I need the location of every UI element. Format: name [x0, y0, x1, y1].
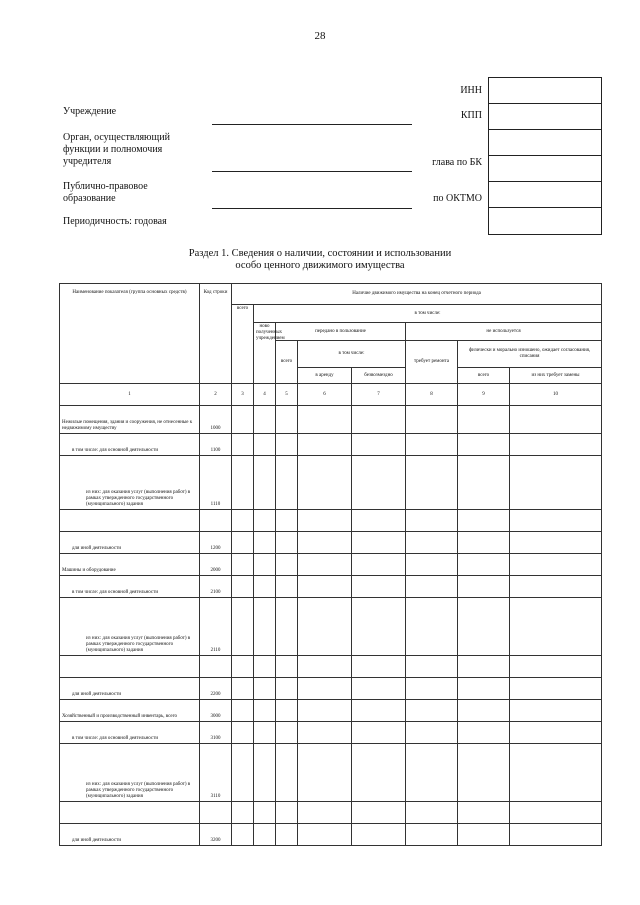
value-cell[interactable] — [232, 700, 254, 722]
value-cell[interactable] — [232, 678, 254, 700]
section-title-line-2: особо ценного движимого имущества — [235, 260, 405, 271]
value-cell[interactable] — [232, 456, 254, 510]
table-row — [60, 802, 602, 824]
table-row — [60, 722, 602, 744]
value-cell[interactable] — [406, 678, 458, 700]
value-cell[interactable] — [276, 434, 298, 456]
value-cell[interactable] — [458, 744, 510, 802]
value-cell[interactable] — [276, 678, 298, 700]
header-incl: в том числе: — [254, 305, 602, 323]
value-cell[interactable] — [406, 598, 458, 656]
organ-label-2: функции и полномочия — [63, 144, 163, 155]
value-cell[interactable] — [298, 554, 352, 576]
table-row — [60, 532, 602, 554]
inn-label: ИНН — [460, 85, 482, 96]
table-row — [60, 656, 602, 678]
row-label: для иной деятельности — [60, 532, 200, 554]
row-code: 2100 — [200, 576, 232, 598]
value-cell[interactable] — [458, 824, 510, 846]
value-cell[interactable] — [510, 456, 602, 510]
value-cell[interactable] — [254, 802, 276, 824]
empty-box — [489, 182, 601, 208]
value-cell[interactable] — [232, 656, 254, 678]
assets-table — [59, 283, 602, 846]
row-code: 3000 — [200, 700, 232, 722]
row-label: Машины и оборудование — [60, 554, 200, 576]
table-row — [60, 554, 602, 576]
value-cell[interactable] — [352, 576, 406, 598]
value-cell[interactable] — [406, 722, 458, 744]
value-cell[interactable] — [276, 802, 298, 824]
value-cell[interactable] — [276, 456, 298, 510]
col-number: 10 — [510, 384, 602, 406]
value-cell[interactable] — [510, 744, 602, 802]
value-cell[interactable] — [458, 598, 510, 656]
row-code: 1110 — [200, 456, 232, 510]
value-cell[interactable] — [232, 406, 254, 434]
value-cell[interactable] — [352, 456, 406, 510]
header-repair: требует ремонта — [406, 341, 458, 384]
table-row — [60, 576, 602, 598]
row-label: Хозяйственный и производственный инвентарь, всего — [60, 700, 200, 722]
organ-label-3: учредителя — [63, 156, 112, 167]
row-label — [60, 656, 200, 678]
value-cell[interactable] — [352, 824, 406, 846]
glava-box — [489, 156, 601, 182]
glava-bk-label: глава по БК — [432, 157, 482, 168]
value-cell[interactable] — [458, 722, 510, 744]
institution-label: Учреждение — [63, 106, 117, 117]
row-code — [200, 656, 232, 678]
value-cell[interactable] — [458, 576, 510, 598]
value-cell[interactable] — [352, 722, 406, 744]
header-free: безвозмездно — [352, 368, 406, 384]
header-rent: в аренду — [298, 368, 352, 384]
value-cell[interactable] — [458, 656, 510, 678]
value-cell[interactable] — [254, 434, 276, 456]
header-need-replace: из них требует замены — [510, 368, 602, 384]
col-number: 1 — [60, 384, 200, 406]
value-cell[interactable] — [254, 700, 276, 722]
row-label: в том числе: для основной деятельности — [60, 576, 200, 598]
value-cell[interactable] — [254, 406, 276, 434]
column-numbers-row — [60, 384, 602, 406]
value-cell[interactable] — [232, 532, 254, 554]
value-cell[interactable] — [406, 510, 458, 532]
value-cell[interactable] — [352, 678, 406, 700]
row-code: 1100 — [200, 434, 232, 456]
value-cell[interactable] — [406, 656, 458, 678]
value-cell[interactable] — [406, 532, 458, 554]
value-cell[interactable] — [232, 554, 254, 576]
value-cell[interactable] — [458, 434, 510, 456]
value-cell[interactable] — [254, 576, 276, 598]
value-cell[interactable] — [458, 532, 510, 554]
table-row — [60, 678, 602, 700]
section-title — [0, 248, 640, 272]
header-obsolete: физически и морально изношено, ожидает согласования, списания — [458, 341, 602, 368]
row-code: 3200 — [200, 824, 232, 846]
table-row — [60, 456, 602, 510]
value-cell[interactable] — [352, 406, 406, 434]
header-not-used: не используется — [406, 323, 602, 341]
row-label: в том числе: для основной деятельности — [60, 434, 200, 456]
value-cell[interactable] — [254, 744, 276, 802]
table-row — [60, 406, 602, 434]
row-code: 2200 — [200, 678, 232, 700]
col-number: 3 — [232, 384, 254, 406]
row-label — [60, 802, 200, 824]
table-row — [60, 598, 602, 656]
value-cell[interactable] — [232, 722, 254, 744]
value-cell[interactable] — [298, 700, 352, 722]
row-label: из них: для оказания услуг (выполнения работ) в рамках утвержденного государственного (муниципального) задания — [60, 598, 200, 656]
value-cell[interactable] — [510, 532, 602, 554]
value-cell[interactable] — [276, 656, 298, 678]
col-number: 2 — [200, 384, 232, 406]
value-cell[interactable] — [352, 802, 406, 824]
row-code — [200, 802, 232, 824]
value-cell[interactable] — [276, 700, 298, 722]
value-cell[interactable] — [458, 700, 510, 722]
inn-box — [489, 78, 601, 104]
value-cell[interactable] — [276, 406, 298, 434]
value-cell[interactable] — [298, 802, 352, 824]
value-cell[interactable] — [510, 722, 602, 744]
row-code: 3100 — [200, 722, 232, 744]
table-row — [60, 824, 602, 846]
row-code — [200, 510, 232, 532]
row-label: Нежилые помещения, здания и сооружения, не отнесенные к недвижимому имуществу — [60, 406, 200, 434]
row-label: из них: для оказания услуг (выполнения работ) в рамках утвержденного государственного (муниципального) задания — [60, 456, 200, 510]
value-cell[interactable] — [352, 554, 406, 576]
institution-line — [212, 124, 412, 125]
row-label: из них: для оказания услуг (выполнения работ) в рамках утвержденного государственного (муниципального) задания — [60, 744, 200, 802]
table-row — [60, 434, 602, 456]
col-number: 6 — [298, 384, 352, 406]
value-cell[interactable] — [254, 554, 276, 576]
value-cell[interactable] — [276, 744, 298, 802]
empty-box — [489, 130, 601, 156]
value-cell[interactable] — [458, 678, 510, 700]
header-total3: всего — [458, 368, 510, 384]
row-code: 1200 — [200, 532, 232, 554]
header-code: Код строки — [200, 284, 232, 384]
public-line — [212, 208, 412, 209]
value-cell[interactable] — [510, 656, 602, 678]
header-presence: Наличие движимого имущества на конец отчетного периода — [232, 284, 602, 305]
row-code: 1000 — [200, 406, 232, 434]
value-cell[interactable] — [510, 598, 602, 656]
value-cell[interactable] — [276, 554, 298, 576]
table-row — [60, 744, 602, 802]
value-cell[interactable] — [458, 456, 510, 510]
value-cell[interactable] — [352, 656, 406, 678]
oktmo-box — [489, 208, 601, 234]
header-in-use: передано в пользование — [276, 323, 406, 341]
value-cell[interactable] — [406, 434, 458, 456]
kpp-label: КПП — [460, 110, 482, 121]
value-cell[interactable] — [510, 824, 602, 846]
col-number: 7 — [352, 384, 406, 406]
row-label: для иной деятельности — [60, 678, 200, 700]
row-label: для иной деятельности — [60, 824, 200, 846]
value-cell[interactable] — [298, 532, 352, 554]
value-cell[interactable] — [254, 824, 276, 846]
value-cell[interactable] — [298, 744, 352, 802]
value-cell[interactable] — [232, 802, 254, 824]
header-incl2: в том числе: — [298, 341, 406, 368]
value-cell[interactable] — [352, 532, 406, 554]
value-cell[interactable] — [406, 824, 458, 846]
value-cell[interactable] — [458, 554, 510, 576]
organ-line — [212, 171, 412, 172]
col-number: 8 — [406, 384, 458, 406]
value-cell[interactable] — [254, 678, 276, 700]
value-cell[interactable] — [254, 456, 276, 510]
value-cell[interactable] — [406, 456, 458, 510]
value-cell[interactable] — [352, 744, 406, 802]
row-code: 3110 — [200, 744, 232, 802]
value-cell[interactable] — [352, 700, 406, 722]
col-number: 5 — [276, 384, 298, 406]
value-cell[interactable] — [406, 576, 458, 598]
header-total: всего — [232, 305, 254, 384]
value-cell[interactable] — [510, 678, 602, 700]
value-cell[interactable] — [254, 532, 276, 554]
oktmo-label: по ОКТМО — [433, 193, 482, 204]
value-cell[interactable] — [406, 554, 458, 576]
public-label-2: образование — [63, 193, 116, 204]
value-cell[interactable] — [510, 510, 602, 532]
page-number: 28 — [314, 30, 326, 42]
value-cell[interactable] — [254, 598, 276, 656]
value-cell[interactable] — [298, 456, 352, 510]
value-cell[interactable] — [298, 406, 352, 434]
value-cell[interactable] — [510, 406, 602, 434]
header-total2: всего — [276, 341, 298, 384]
value-cell[interactable] — [232, 598, 254, 656]
value-cell[interactable] — [276, 576, 298, 598]
row-label: в том числе: для основной деятельности — [60, 722, 200, 744]
value-cell[interactable] — [232, 744, 254, 802]
value-cell[interactable] — [352, 598, 406, 656]
row-label — [60, 510, 200, 532]
value-cell[interactable] — [298, 434, 352, 456]
value-cell[interactable] — [276, 722, 298, 744]
row-code: 2000 — [200, 554, 232, 576]
value-cell[interactable] — [232, 576, 254, 598]
col-number: 9 — [458, 384, 510, 406]
public-label-1: Публично-правовое — [63, 181, 148, 192]
value-cell[interactable] — [298, 722, 352, 744]
section-title-line-1: Раздел 1. Сведения о наличии, состоянии и использовании — [188, 248, 452, 259]
value-cell[interactable] — [298, 510, 352, 532]
code-boxes — [488, 77, 602, 235]
value-cell[interactable] — [298, 678, 352, 700]
value-cell[interactable] — [298, 824, 352, 846]
value-cell[interactable] — [254, 722, 276, 744]
value-cell[interactable] — [276, 510, 298, 532]
value-cell[interactable] — [458, 802, 510, 824]
value-cell[interactable] — [458, 406, 510, 434]
value-cell[interactable] — [276, 598, 298, 656]
value-cell[interactable] — [458, 510, 510, 532]
value-cell[interactable] — [510, 434, 602, 456]
value-cell[interactable] — [352, 434, 406, 456]
value-cell[interactable] — [298, 656, 352, 678]
value-cell[interactable] — [510, 802, 602, 824]
table-row — [60, 700, 602, 722]
value-cell[interactable] — [298, 576, 352, 598]
value-cell[interactable] — [406, 700, 458, 722]
kpp-box — [489, 104, 601, 130]
header-name: Наименование показателя (группа основных средств) — [60, 284, 200, 384]
value-cell[interactable] — [406, 744, 458, 802]
header-new: ново полученных учреждением — [254, 323, 276, 384]
value-cell[interactable] — [276, 824, 298, 846]
organ-label-1: Орган, осуществляющий — [63, 132, 170, 143]
value-cell[interactable] — [254, 656, 276, 678]
col-number: 4 — [254, 384, 276, 406]
table-row — [60, 510, 602, 532]
value-cell[interactable] — [352, 510, 406, 532]
value-cell[interactable] — [510, 554, 602, 576]
value-cell[interactable] — [510, 700, 602, 722]
value-cell[interactable] — [254, 510, 276, 532]
value-cell[interactable] — [298, 598, 352, 656]
row-code: 2110 — [200, 598, 232, 656]
value-cell[interactable] — [510, 576, 602, 598]
value-cell[interactable] — [406, 802, 458, 824]
value-cell[interactable] — [232, 434, 254, 456]
value-cell[interactable] — [276, 532, 298, 554]
value-cell[interactable] — [232, 824, 254, 846]
periodicity: Периодичность: годовая — [63, 216, 167, 227]
value-cell[interactable] — [406, 406, 458, 434]
value-cell[interactable] — [232, 510, 254, 532]
